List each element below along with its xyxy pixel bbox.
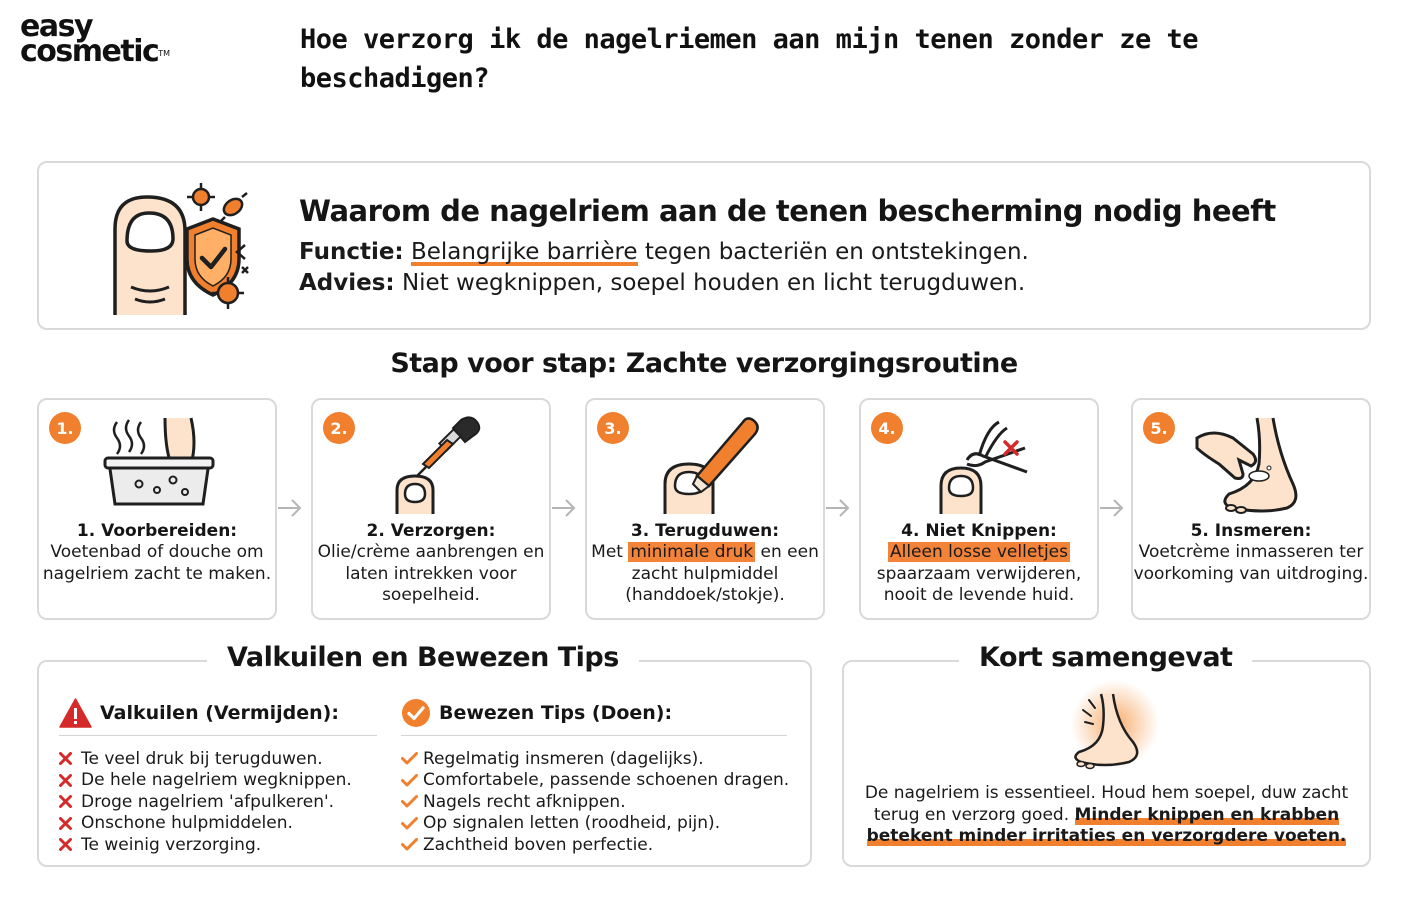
check-circle-icon: [401, 698, 431, 728]
list-item-text: Regelmatig insmeren (dagelijks).: [423, 748, 704, 769]
do-heading: [401, 698, 672, 728]
glowing-foot-icon: [1059, 680, 1159, 772]
step-text-3: [587, 542, 823, 607]
check-icon: [401, 774, 423, 787]
cross-icon: [59, 774, 81, 787]
advies-label: Advies:: [299, 270, 395, 296]
check-icon: [401, 795, 423, 808]
warning-icon: [59, 698, 92, 728]
avoid-divider: [59, 735, 377, 736]
step-card-5: [1131, 398, 1371, 620]
avoid-list: [59, 748, 352, 856]
step-head-3: 3. Terugduwen:: [630, 521, 780, 541]
summary-highlight: Minder knippen en krabben betekent minder irritaties en verzorgdere voeten.: [866, 804, 1347, 846]
why-title: Waarom de nagelriem aan de tenen bescherming nodig heeft: [299, 194, 1276, 228]
summary-card: [842, 642, 1371, 867]
list-item: [59, 834, 352, 856]
step-text-3-pre: Met: [591, 542, 629, 562]
step-badge-2: 2.: [323, 412, 355, 444]
list-item: [59, 791, 352, 813]
list-item-text: De hele nagelriem wegknippen.: [81, 770, 352, 791]
step-card-1: [37, 398, 277, 620]
arrow-right-icon: [824, 496, 852, 520]
check-icon: [401, 752, 423, 765]
step-text-5-pre: Voetcrème inmasseren ter voorkoming van uitdroging.: [1133, 542, 1369, 584]
step-head-2: 2. Verzorgen:: [366, 521, 496, 541]
step-head-5: 5. Insmeren:: [1190, 521, 1312, 541]
step-text-1: [39, 542, 275, 585]
list-item: [401, 748, 789, 770]
step-text-4-highlight: Alleen losse velletjes: [889, 542, 1068, 562]
why-functie-line: [299, 239, 1029, 265]
list-item-text: Te veel druk bij terugduwen.: [81, 748, 323, 769]
foot-bath-icon: [99, 414, 219, 514]
list-item-text: Zachtheid boven perfectie.: [423, 834, 654, 855]
do-divider: [401, 735, 787, 736]
logo-line-2: [20, 34, 190, 69]
do-heading-label: Bewezen Tips (Doen):: [439, 702, 673, 724]
step-text-3-post: en een zacht hulpmiddel (handdoek/stokje).: [625, 542, 819, 605]
step-text-4-post: spaarzaam verwijderen, nooit de levende huid.: [876, 563, 1082, 605]
step-text-4: [861, 542, 1097, 607]
step-card-2: [311, 398, 551, 620]
step-badge-4: 4.: [871, 412, 903, 444]
step-text-5: [1133, 542, 1369, 585]
cross-icon: [59, 752, 81, 765]
list-item: [401, 834, 789, 856]
toe-shield-bacteria-icon: [101, 179, 251, 315]
check-icon: [401, 817, 423, 830]
advies-text: Niet wegknippen, soepel houden en licht terugduwen.: [394, 270, 1026, 296]
why-advies-line: [299, 270, 1025, 296]
pitfalls-tips-card: [37, 642, 812, 867]
cuticle-stick-icon: [647, 414, 767, 514]
logo-trademark: TM: [158, 49, 171, 58]
list-item-text: Te weinig verzorging.: [81, 834, 262, 855]
list-item: [401, 791, 789, 813]
list-item-text: Onschone hulpmiddelen.: [81, 813, 293, 834]
step-badge-3: 3.: [597, 412, 629, 444]
summary-text: [854, 783, 1359, 848]
foot-cream-massage-icon: [1193, 414, 1313, 514]
list-item-text: Op signalen letten (roodheid, pijn).: [423, 813, 721, 834]
avoid-heading-label: Valkuilen (Vermijden):: [100, 702, 339, 724]
list-item-text: Nagels recht afknippen.: [423, 791, 626, 812]
do-list: [401, 748, 789, 856]
list-item: [59, 770, 352, 792]
why-card: [37, 161, 1371, 330]
arrow-right-icon: [276, 496, 304, 520]
step-text-2-pre: Olie/crème aanbrengen en laten intrekken voor soepelheid.: [317, 542, 545, 605]
cross-icon: [59, 795, 81, 808]
step-card-4: [859, 398, 1099, 620]
step-text-3-highlight: minimale druk: [630, 542, 754, 562]
summary-title: Kort samengevat: [959, 642, 1252, 673]
list-item: [59, 813, 352, 835]
oil-dropper-icon: [373, 414, 493, 514]
list-item-text: Droge nagelriem 'afpulkeren'.: [81, 791, 335, 812]
list-item: [401, 813, 789, 835]
step-badge-5: 5.: [1143, 412, 1175, 444]
step-text-2: [313, 542, 549, 607]
list-item: [59, 748, 352, 770]
logo-wordmark: cosmetic: [20, 34, 159, 69]
step-head-4: 4. Niet Knippen:: [901, 521, 1057, 541]
step-text-1-pre: Voetenbad of douche om nagelriem zacht te maken.: [42, 542, 272, 584]
step-head-1: 1. Voorbereiden:: [76, 521, 238, 541]
step-card-3: [585, 398, 825, 620]
functie-text: tegen bacteriën en ontstekingen.: [637, 239, 1029, 265]
logo-line-1: easy: [20, 9, 93, 44]
step-badge-1: 1.: [49, 412, 81, 444]
page-title: Hoe verzorg ik de nagelriemen aan mijn tenen zonder ze te beschadigen?: [300, 24, 1199, 94]
list-item: [401, 770, 789, 792]
arrow-right-icon: [550, 496, 578, 520]
arrow-right-icon: [1098, 496, 1126, 520]
functie-highlight: Belangrijke barrière: [410, 239, 638, 265]
pitfalls-tips-title: Valkuilen en Bewezen Tips: [207, 642, 639, 673]
cross-icon: [59, 838, 81, 851]
list-item-text: Comfortabele, passende schoenen dragen.: [423, 770, 790, 791]
check-icon: [401, 838, 423, 851]
summary-text-main: De nagelriem is essentieel. Houd hem soepel, duw zacht terug en verzorg goed.: [864, 783, 1349, 825]
avoid-heading: [59, 698, 339, 728]
nail-clipper-no-icon: [921, 414, 1041, 514]
steps-title: Stap voor stap: Zachte verzorgingsroutine: [390, 348, 1018, 379]
logo: [20, 9, 190, 69]
cross-icon: [59, 817, 81, 830]
functie-label: Functie:: [299, 239, 404, 265]
